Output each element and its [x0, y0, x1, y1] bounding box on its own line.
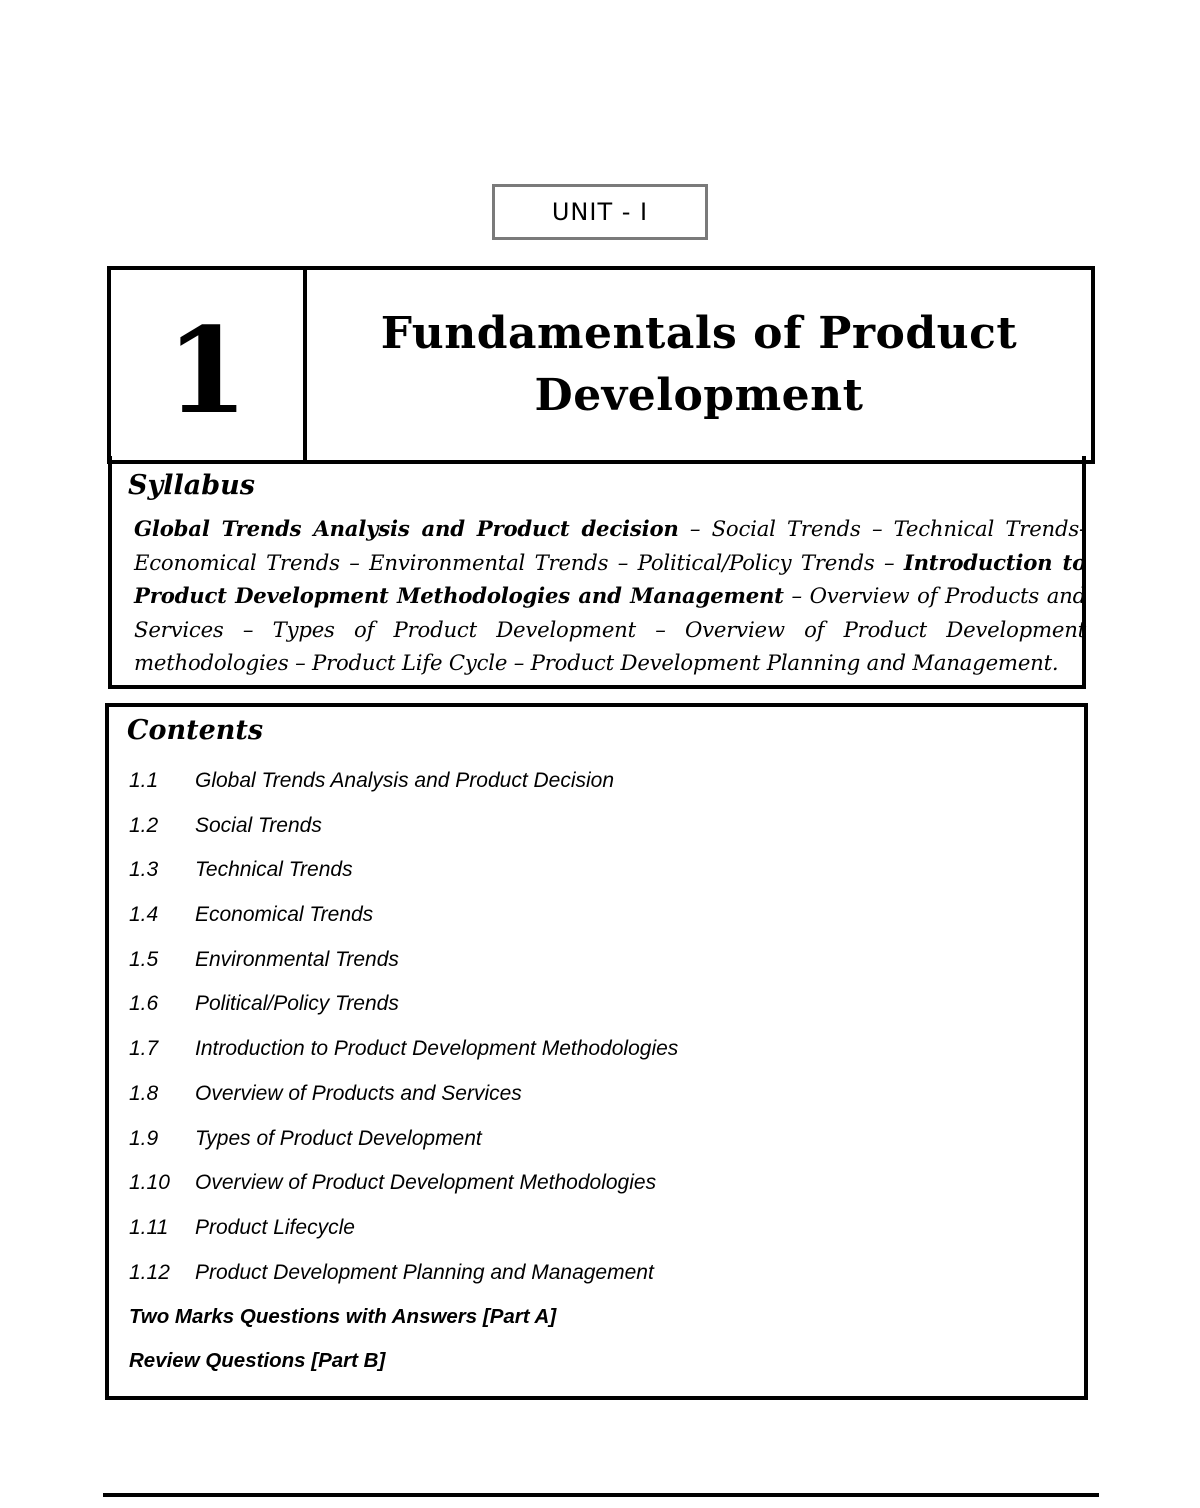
review-questions: Review Questions [Part B] — [129, 1349, 386, 1372]
syllabus-text — [134, 512, 1086, 680]
contents-item-label: Overview of Product Development Methodologies — [195, 1171, 657, 1195]
contents-item-label: Environmental Trends — [195, 947, 399, 971]
contents-heading: Contents — [127, 715, 264, 746]
contents-item — [129, 1127, 678, 1172]
contents-item — [129, 903, 678, 948]
contents-item — [129, 1171, 678, 1216]
contents-item-number: 1.11 — [129, 1215, 169, 1239]
contents-item-label: Types of Product Development — [195, 1126, 482, 1150]
contents-item-number: 1.6 — [129, 992, 159, 1016]
two-marks-questions: Two Marks Questions with Answers [Part A] — [129, 1305, 557, 1328]
chapter-title-line1: Fundamentals of Product — [380, 308, 1018, 359]
unit-label: UNIT - I — [492, 184, 708, 240]
contents-section — [105, 703, 1088, 1400]
chapter-header — [107, 266, 1095, 464]
contents-list — [129, 769, 678, 1305]
contents-item-label: Political/Policy Trends — [195, 992, 399, 1016]
contents-item-number: 1.10 — [129, 1171, 170, 1195]
contents-item — [129, 1216, 678, 1261]
contents-item-label: Technical Trends — [195, 858, 353, 882]
contents-item — [129, 1082, 678, 1127]
contents-item — [129, 1261, 678, 1306]
contents-item-label: Global Trends Analysis and Product Decision — [195, 769, 615, 792]
contents-item-number: 1.7 — [129, 1037, 159, 1061]
contents-item-number: 1.2 — [129, 813, 159, 837]
contents-item — [129, 858, 678, 903]
contents-item-label: Introduction to Product Development Methodologies — [195, 1037, 679, 1061]
contents-item-number: 1.9 — [129, 1126, 159, 1150]
syllabus-segment-2: Introduction to Product Development Methodologies and Management — [134, 549, 1086, 608]
contents-item-label: Product Development Planning and Management — [195, 1260, 654, 1284]
chapter-number: 1 — [111, 270, 307, 460]
contents-item — [129, 992, 678, 1037]
contents-item-number: 1.12 — [129, 1260, 170, 1284]
syllabus-heading: Syllabus — [128, 470, 255, 501]
chapter-title-line2: Development — [534, 370, 864, 421]
contents-item-label: Social Trends — [195, 813, 322, 837]
chapter-title — [307, 270, 1091, 460]
contents-item-number: 1.4 — [129, 903, 159, 927]
contents-item-number: 1.1 — [129, 769, 159, 792]
contents-item — [129, 1037, 678, 1082]
contents-item-label: Product Lifecycle — [195, 1215, 355, 1239]
contents-item — [129, 948, 678, 993]
contents-item — [129, 814, 678, 859]
footer-rule — [103, 1493, 1099, 1497]
contents-item-number: 1.3 — [129, 858, 159, 882]
contents-item — [129, 769, 678, 814]
syllabus-segment-3: – Overview of Products and Services – Types of Product Development – Overview of Product Development methodologies – Product Life Cycle – Product Development Planning and Management. — [134, 583, 1086, 675]
contents-item-number: 1.8 — [129, 1081, 159, 1105]
syllabus-section — [108, 456, 1086, 689]
contents-item-label: Economical Trends — [195, 903, 374, 927]
syllabus-segment-0: Global Trends Analysis and Product decision — [134, 516, 679, 541]
contents-item-label: Overview of Products and Services — [195, 1081, 522, 1105]
contents-item-number: 1.5 — [129, 947, 159, 971]
syllabus-segment-1: – Social Trends – Technical Trends- Economical Trends – Environmental Trends – Political/Policy Trends – — [134, 516, 1086, 575]
